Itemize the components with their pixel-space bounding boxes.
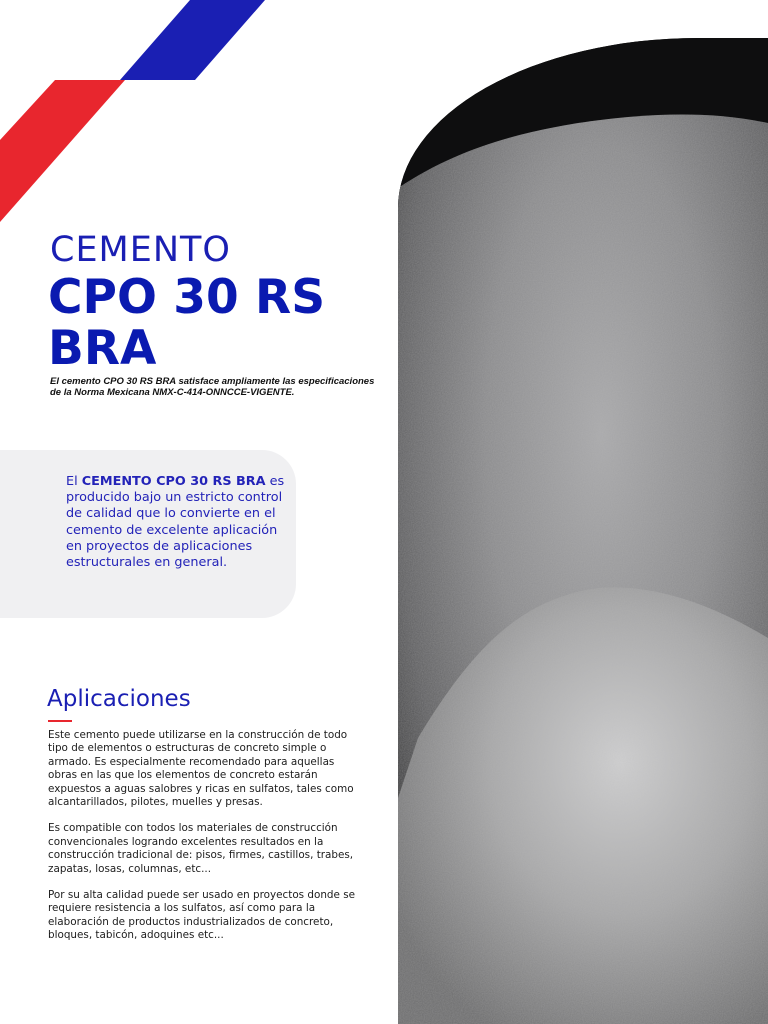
applications-body: [48, 729, 362, 956]
callout-rest: es producido bajo un estricto control de calidad que lo convierte en el cemento de excelente aplicación en proyectos de aplicaciones estructurales en general.: [66, 474, 285, 571]
applications-paragraph: Es compatible con todos los materiales de construcción convencionales logrando excelentes resultados en la construcción tradicional de: pisos, firmes, castillos, trabes, zapatas, losas, columnas, etc...: [48, 822, 354, 875]
red-stripe: [0, 80, 125, 222]
product-category-title: CEMENTO: [50, 230, 231, 270]
callout-highlight: CEMENTO CPO 30 RS BRA: [81, 474, 266, 489]
product-norm-subtitle: El cemento CPO 30 RS BRA satisface ampliamente las especificaciones de la Norma Mexicana NMX-C-414-ONNCCE-VIGENTE.: [50, 376, 375, 398]
blue-stripe: [120, 0, 265, 80]
applications-underline: [48, 720, 72, 722]
applications-paragraph: Este cemento puede utilizarse en la construcción de todo tipo de elementos o estructuras de concreto simple o armado. Es especialmente recomendado para aquellas obras en las que los elementos de concreto estarán expuestos a aguas salobres y ricas en sulfatos, tales como alcantarillados, pilotes, muelles y presas.: [48, 729, 354, 809]
brand-stripes-graphic: [0, 0, 270, 225]
cement-powder-photo: [398, 38, 768, 1024]
description-callout-text: [66, 474, 288, 571]
callout-prefix: El: [66, 474, 82, 489]
applications-heading: Aplicaciones: [47, 686, 191, 712]
product-name-title: CPO 30 RS BRA: [48, 270, 326, 376]
applications-paragraph: Por su alta calidad puede ser usado en proyectos donde se requiere resistencia a los sulfatos, así como para la elaboración de productos industrializados de concreto, bloques, tabicón, adoquines etc...: [48, 889, 356, 942]
